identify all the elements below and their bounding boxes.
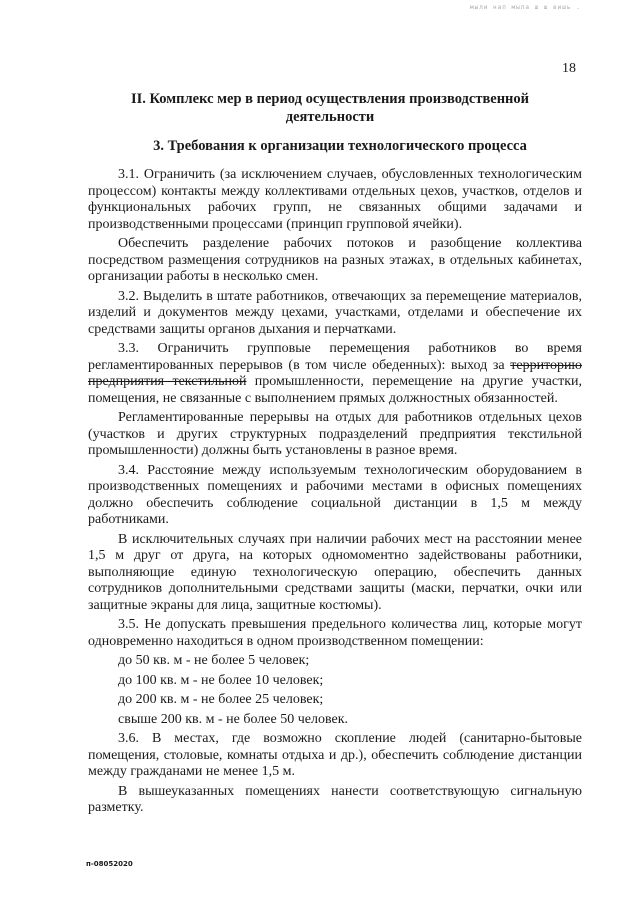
- limit-item: до 200 кв. м - не более 25 человек;: [118, 692, 324, 707]
- paragraph-3-6-continued: В вышеуказанных помещениях нанести соответствующую сигнальную разметку.: [88, 783, 582, 815]
- paragraph-3-3-end: промышленности, перемещение на другие участки, помещения, не связанные с выполнением прямых должностных обязанностей.: [88, 374, 582, 406]
- page-number: 18: [562, 61, 576, 76]
- limit-item: до 100 кв. м - не более 10 человек;: [118, 672, 324, 688]
- paragraph-3-3-start: 3.3. Ограничить групповые перемещения работников во время регламентированных перерывов (в том числе обеденных): выход за: [88, 341, 582, 373]
- paragraph-3-5: 3.5. Не допускать превышения предельного количества лиц, которые могут одновременно находиться в одном производственном помещении:: [88, 617, 582, 649]
- paragraph-3-3: [88, 341, 582, 407]
- limit-item: до 50 кв. м - не более 5 человек;: [118, 653, 310, 668]
- document-code: п-08052020: [86, 860, 133, 868]
- struck-text: территорию предприятия текстильной: [88, 357, 582, 389]
- paragraph-3-1: 3.1. Ограничить (за исключением случаев, обусловленных технологическим процессом) контакты между коллективами отдельных цехов, участков, отделов и функциональных рабочих групп, не связанных общими задачами и производственными процессами (принцип групповой ячейки).: [88, 167, 582, 232]
- limit-item: свыше 200 кв. м - не более 50 человек.: [118, 711, 349, 727]
- paragraph-3-3-continued: Регламентированные перерывы на отдых для работников отдельных цехов (участков и других структурных подразделений предприятия текстильной промышленности) должны быть установлены в разное время.: [88, 410, 582, 458]
- subsection-title: 3. Требования к организации технологического процесса: [153, 138, 527, 154]
- section-title: II. Комплекс мер в период осуществления производственной деятельности: [130, 91, 530, 125]
- paragraph-3-1-continued: Обеспечить разделение рабочих потоков и разобщение коллектива посредством размещения сотрудников на разных этажах, в отдельных кабинетах, организации работы в несколько смен.: [88, 236, 582, 284]
- document-body: [88, 167, 582, 820]
- paragraph-3-2: 3.2. Выделить в штате работников, отвечающих за перемещение материалов, изделий и документов между цехами, участками, отделами и обеспечение их средствами защиты органов дыхания и перчатками.: [88, 288, 582, 337]
- paragraph-3-4-continued: В исключительных случаях при наличии рабочих мест на расстоянии менее 1,5 м друг от друга, на которых одномоментно задействованы работники, выполняющие единую технологическую операцию, обеспечить данных сотрудников дополнительными средствами защиты (маски, перчатки, очки или защитные экраны для лица, защитные костюмы).: [88, 531, 582, 613]
- paragraph-3-6: 3.6. В местах, где возможно скопление людей (санитарно-бытовые помещения, столовые, комнаты отдыха и др.), обеспечить соблюдение дистанции между гражданами не менее 1,5 м.: [88, 731, 582, 779]
- paragraph-3-4: 3.4. Расстояние между используемым технологическим оборудованием в производственных помещениях и рабочими местами в офисных помещениях должно обеспечить соблюдение социальной дистанции в 1,5 м между работниками.: [88, 462, 582, 527]
- scan-artifact-text: мыли нап мыла ш ш вишь .: [470, 4, 581, 11]
